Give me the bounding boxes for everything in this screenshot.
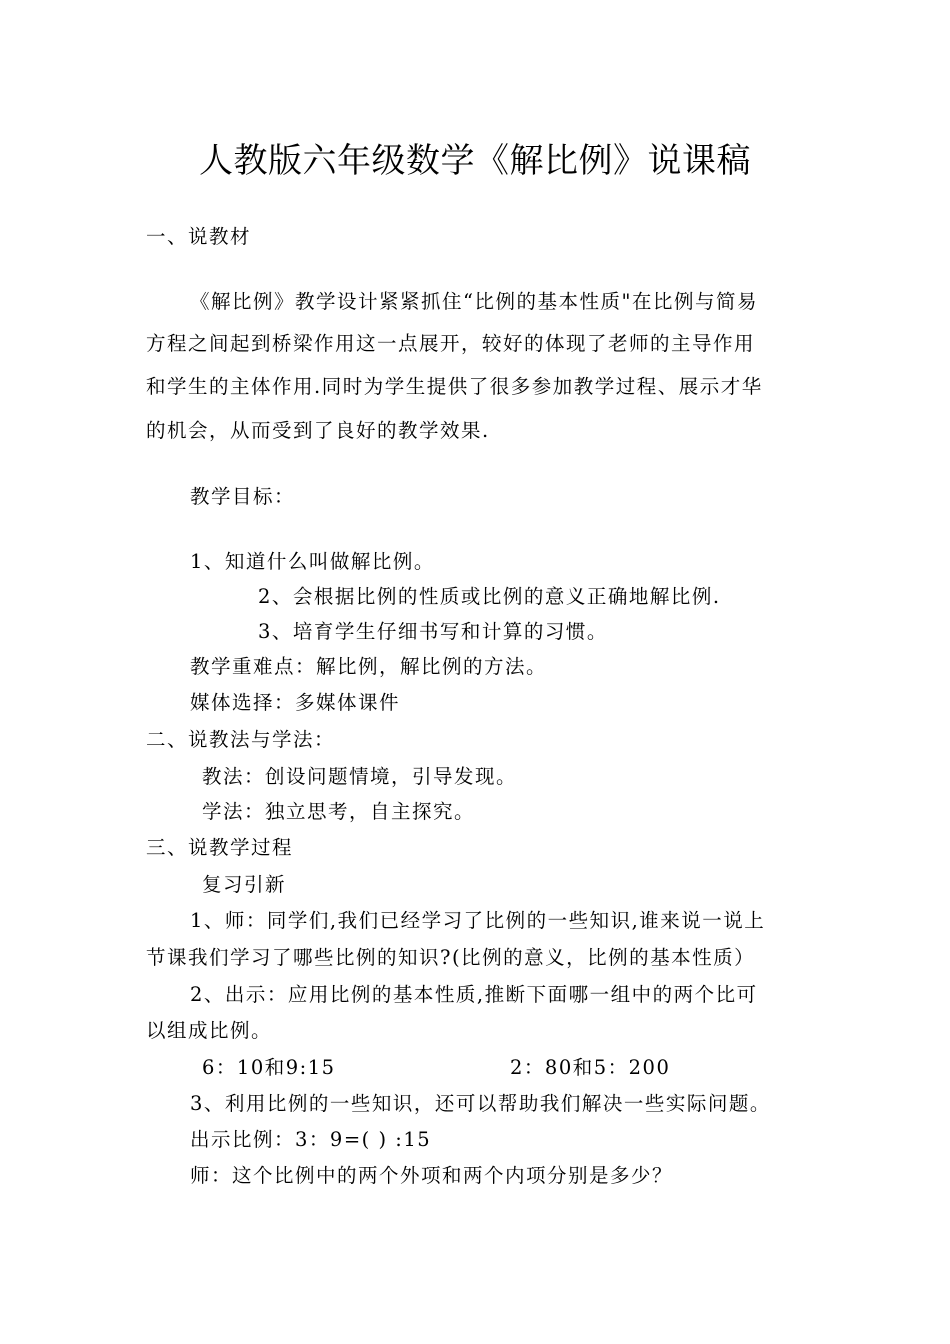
teacher-question: 师：这个比例中的两个外项和两个内项分别是多少？ [190,1164,674,1187]
paragraph-line: 2、出示：应用比例的基本性质,推断下面哪一组中的两个比可 [190,983,758,1006]
learning-method: 学法：独立思考，自主探究。 [202,800,476,823]
ratio-example-1: 6：10和9:15 [202,1056,336,1079]
section-heading-2: 二、说教法与学法： [146,728,336,751]
key-points: 教学重难点：解比例，解比例的方法。 [190,655,548,678]
ratio-example-2: 2：80和5：200 [510,1056,671,1079]
paragraph-line: 《解比例》教学设计紧紧抓住“比例的基本性质"在比例与简易 [190,290,758,313]
paragraph-line: 方程之间起到桥梁作用这一点展开，较好的体现了老师的主导作用 [146,332,756,355]
paragraph-line: 节课我们学习了哪些比例的知识?(比例的意义，比例的基本性质） [146,946,756,969]
document-title: 人教版六年级数学《解比例》说课稿 [199,141,751,181]
teaching-method: 教法：创设问题情境，引导发现。 [202,765,518,788]
paragraph-line: 的机会，从而受到了良好的教学效果. [146,419,490,442]
goal-item: 3、培育学生仔细书写和计算的习惯。 [258,620,608,643]
subheading-review: 复习引新 [202,873,287,896]
paragraph-line: 以组成比例。 [146,1019,273,1042]
goal-item: 2、会根据比例的性质或比例的意义正确地解比例. [258,585,721,608]
paragraph-line: 3、利用比例的一些知识，还可以帮助我们解决一些实际问题。 [190,1092,771,1115]
section-heading-1: 一、说教材 [146,225,252,248]
subheading-goals: 教学目标： [190,485,296,508]
section-heading-3: 三、说教学过程 [146,836,294,859]
paragraph-line: 和学生的主体作用.同时为学生提供了很多参加教学过程、展示才华 [146,375,763,398]
paragraph-line: 1、师：同学们,我们已经学习了比例的一些知识,谁来说一说上 [190,909,766,932]
goal-item: 1、知道什么叫做解比例。 [190,550,435,573]
media-choice: 媒体选择：多媒体课件 [190,691,401,714]
ratio-prompt: 出示比例：3：9=( ) :15 [190,1128,432,1151]
